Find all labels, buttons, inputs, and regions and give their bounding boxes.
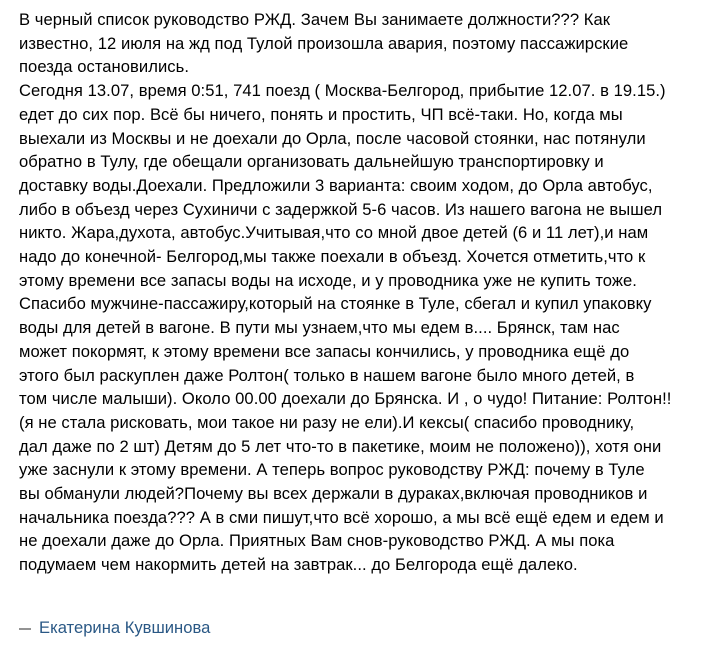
post-text: В черный список руководство РЖД. Зачем Вы занимаете должности??? Как известно, 12 июля на жд под Тулой произошла авария, поэтому пассажирские поезда остановились. Сегодня 13.07, время 0:51, 741 поезд ( Москва-Белгород, прибытие 12.07. в 19.15.) едет до сих пор. Всё бы ничего, понять и простить, ЧП всё-таки. Но, когда мы выехали из Москвы и не доехали до Орла, после часовой стоянки, нас потянули обратно в Тулу, где обещали организовать дальнейшую транспортировку и доставку воды.Доехали. Предложили 3 варианта: своим ходом, до Орла автобус, либо в объезд через Сухиничи с задержкой 5-6 часов. Из нашего вагона не вышел никто. Жара,духота, автобус.Учитывая,что со мной двое детей (6 и 11 лет),и нам надо до конечной- Белгород,мы также поехали в объезд. Хочется отметить,что к этому времени все запасы воды на исходе, и у проводника уже не купить тоже. Спасибо мужчине-пассажиру,который на стоянке в Туле, сбегал и купил упаковку воды для детей в вагоне. В пути мы узнаем,что мы едем в.... Брянск, там нас может покормят, к этому времени все запасы кончились, у проводника ещё до этого был раскуплен даже Ролтон( только в нашем вагоне было много детей, в том числе малыши). Около 00.00 доехали до Брянска. И , о чудо! Питание: Ролтон!! (я не стала рисковать, мои такое ни разу не ели).И кексы( спасибо проводнику, дал даже по 2 шт) Детям до 5 лет что-то в пакетике, моим не положено)), хотя они уже заснули к этому времени. А теперь вопрос руководству РЖД: почему в Туле вы обманули людей?Почему вы всех держали в дураках,включая проводников и начальника поезда??? А в сми пишут,что всё хорошо, а мы всё ещё едем и едем и не доехали даже до Орла. Приятных Вам снов-руководство РЖД. А мы пока подумаем чем накормить детей на завтрак... до Белгорода ещё далеко. [19, 10, 672, 575]
post-signature [19, 618, 210, 638]
author-signature-link[interactable]: Екатерина Кувшинова [39, 618, 211, 637]
dash-icon [19, 628, 31, 630]
